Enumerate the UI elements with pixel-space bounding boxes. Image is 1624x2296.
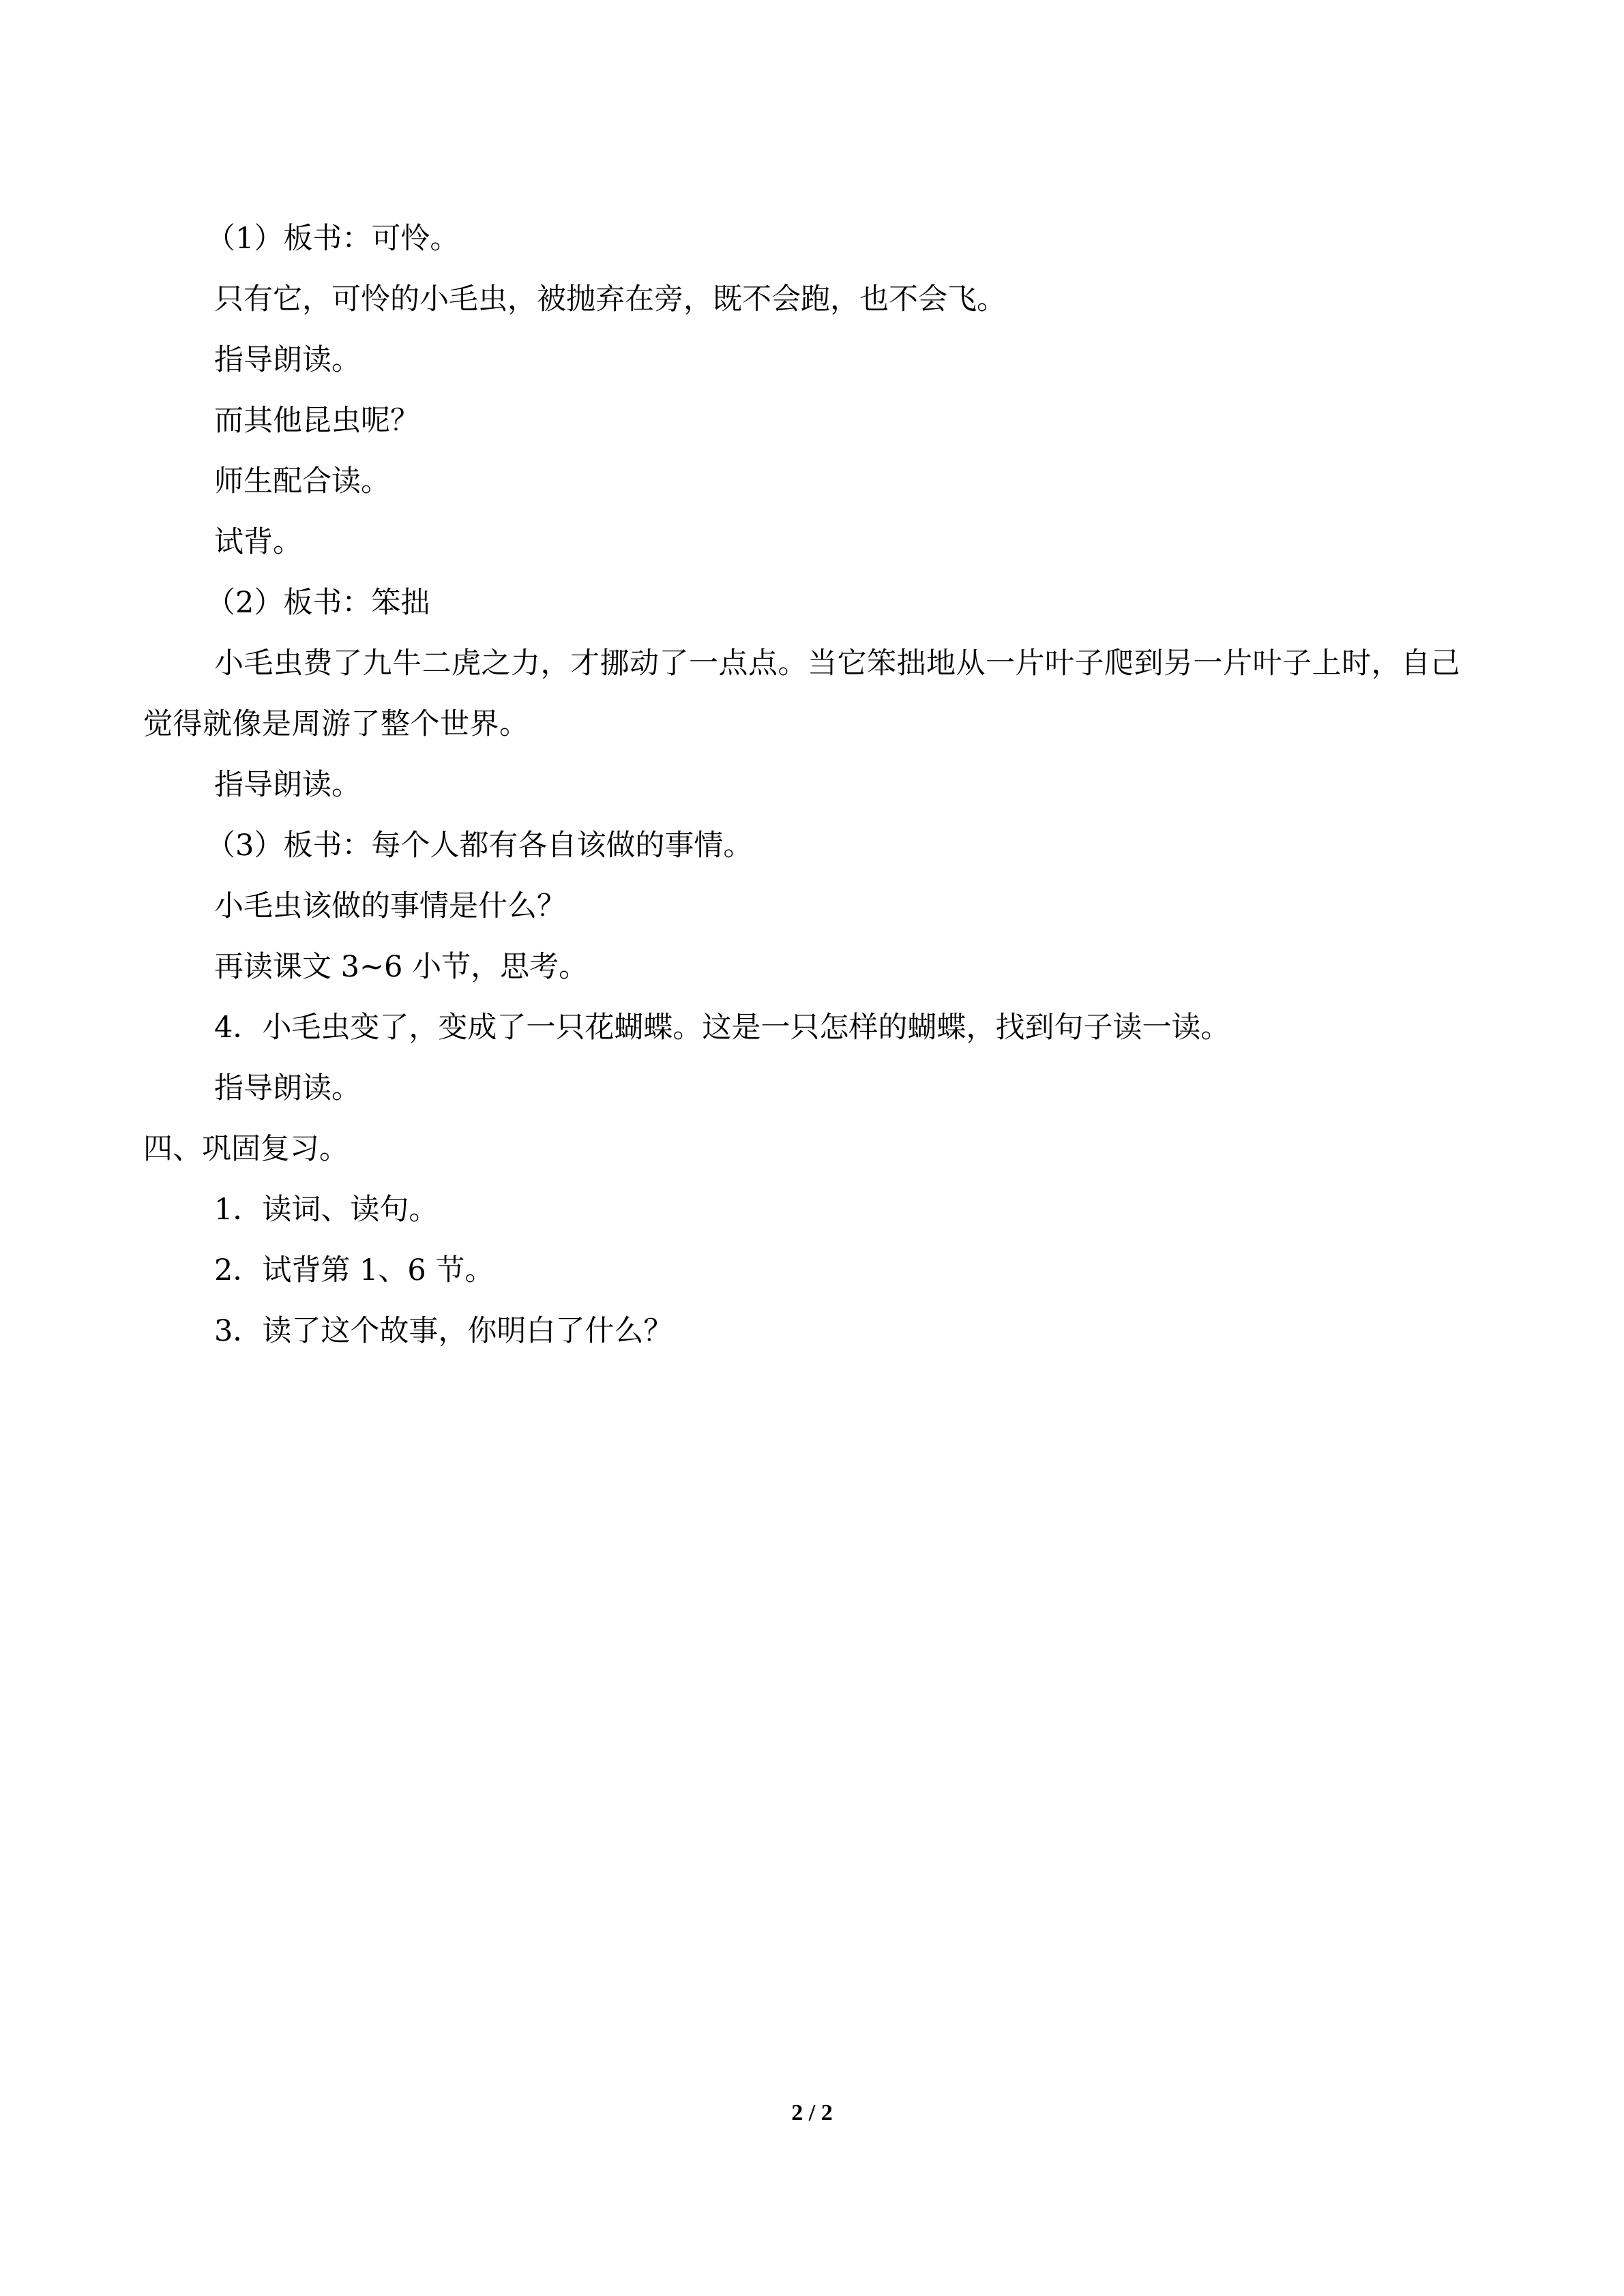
list-item: 4．小毛虫变了，变成了一只花蝴蝶。这是一只怎样的蝴蝶，找到句子读一读。: [214, 1011, 1230, 1045]
list-item: 2．试背第 1、6 节。: [214, 1253, 494, 1287]
paragraph: 师生配合读。: [214, 464, 390, 498]
subheading-pitiful: （1）板书：可怜。: [206, 222, 460, 256]
paragraph: 小毛虫该做的事情是什么？: [214, 889, 566, 923]
page-number: 2 / 2: [791, 2100, 833, 2126]
paragraph: 指导朗读。: [214, 768, 361, 802]
paragraph: 指导朗读。: [214, 1071, 361, 1105]
list-item: 3．读了这个故事，你明白了什么？: [214, 1314, 673, 1348]
section-heading: 四、巩固复习。: [143, 1132, 349, 1166]
paragraph: 指导朗读。: [214, 343, 361, 377]
subheading-duty: （3）板书：每个人都有各自该做的事情。: [206, 829, 753, 863]
paragraph: 而其他昆虫呢？: [214, 404, 419, 438]
list-item: 1．读词、读句。: [214, 1193, 439, 1227]
paragraph-wrapped: 小毛虫费了九牛二虎之力，才挪动了一点点。当它笨拙地从一片叶子爬到另一片叶子上时，自己觉得就像是周游了整个世界。: [143, 646, 1460, 741]
paragraph: 试背。: [214, 525, 302, 559]
paragraph: 只有它，可怜的小毛虫，被抛弃在旁，既不会跑，也不会飞。: [214, 282, 1006, 316]
document-body: [143, 209, 1480, 1362]
paragraph: 再读课文 3~6 小节，思考。: [214, 950, 589, 984]
subheading-clumsy: （2）板书：笨拙: [206, 586, 430, 620]
